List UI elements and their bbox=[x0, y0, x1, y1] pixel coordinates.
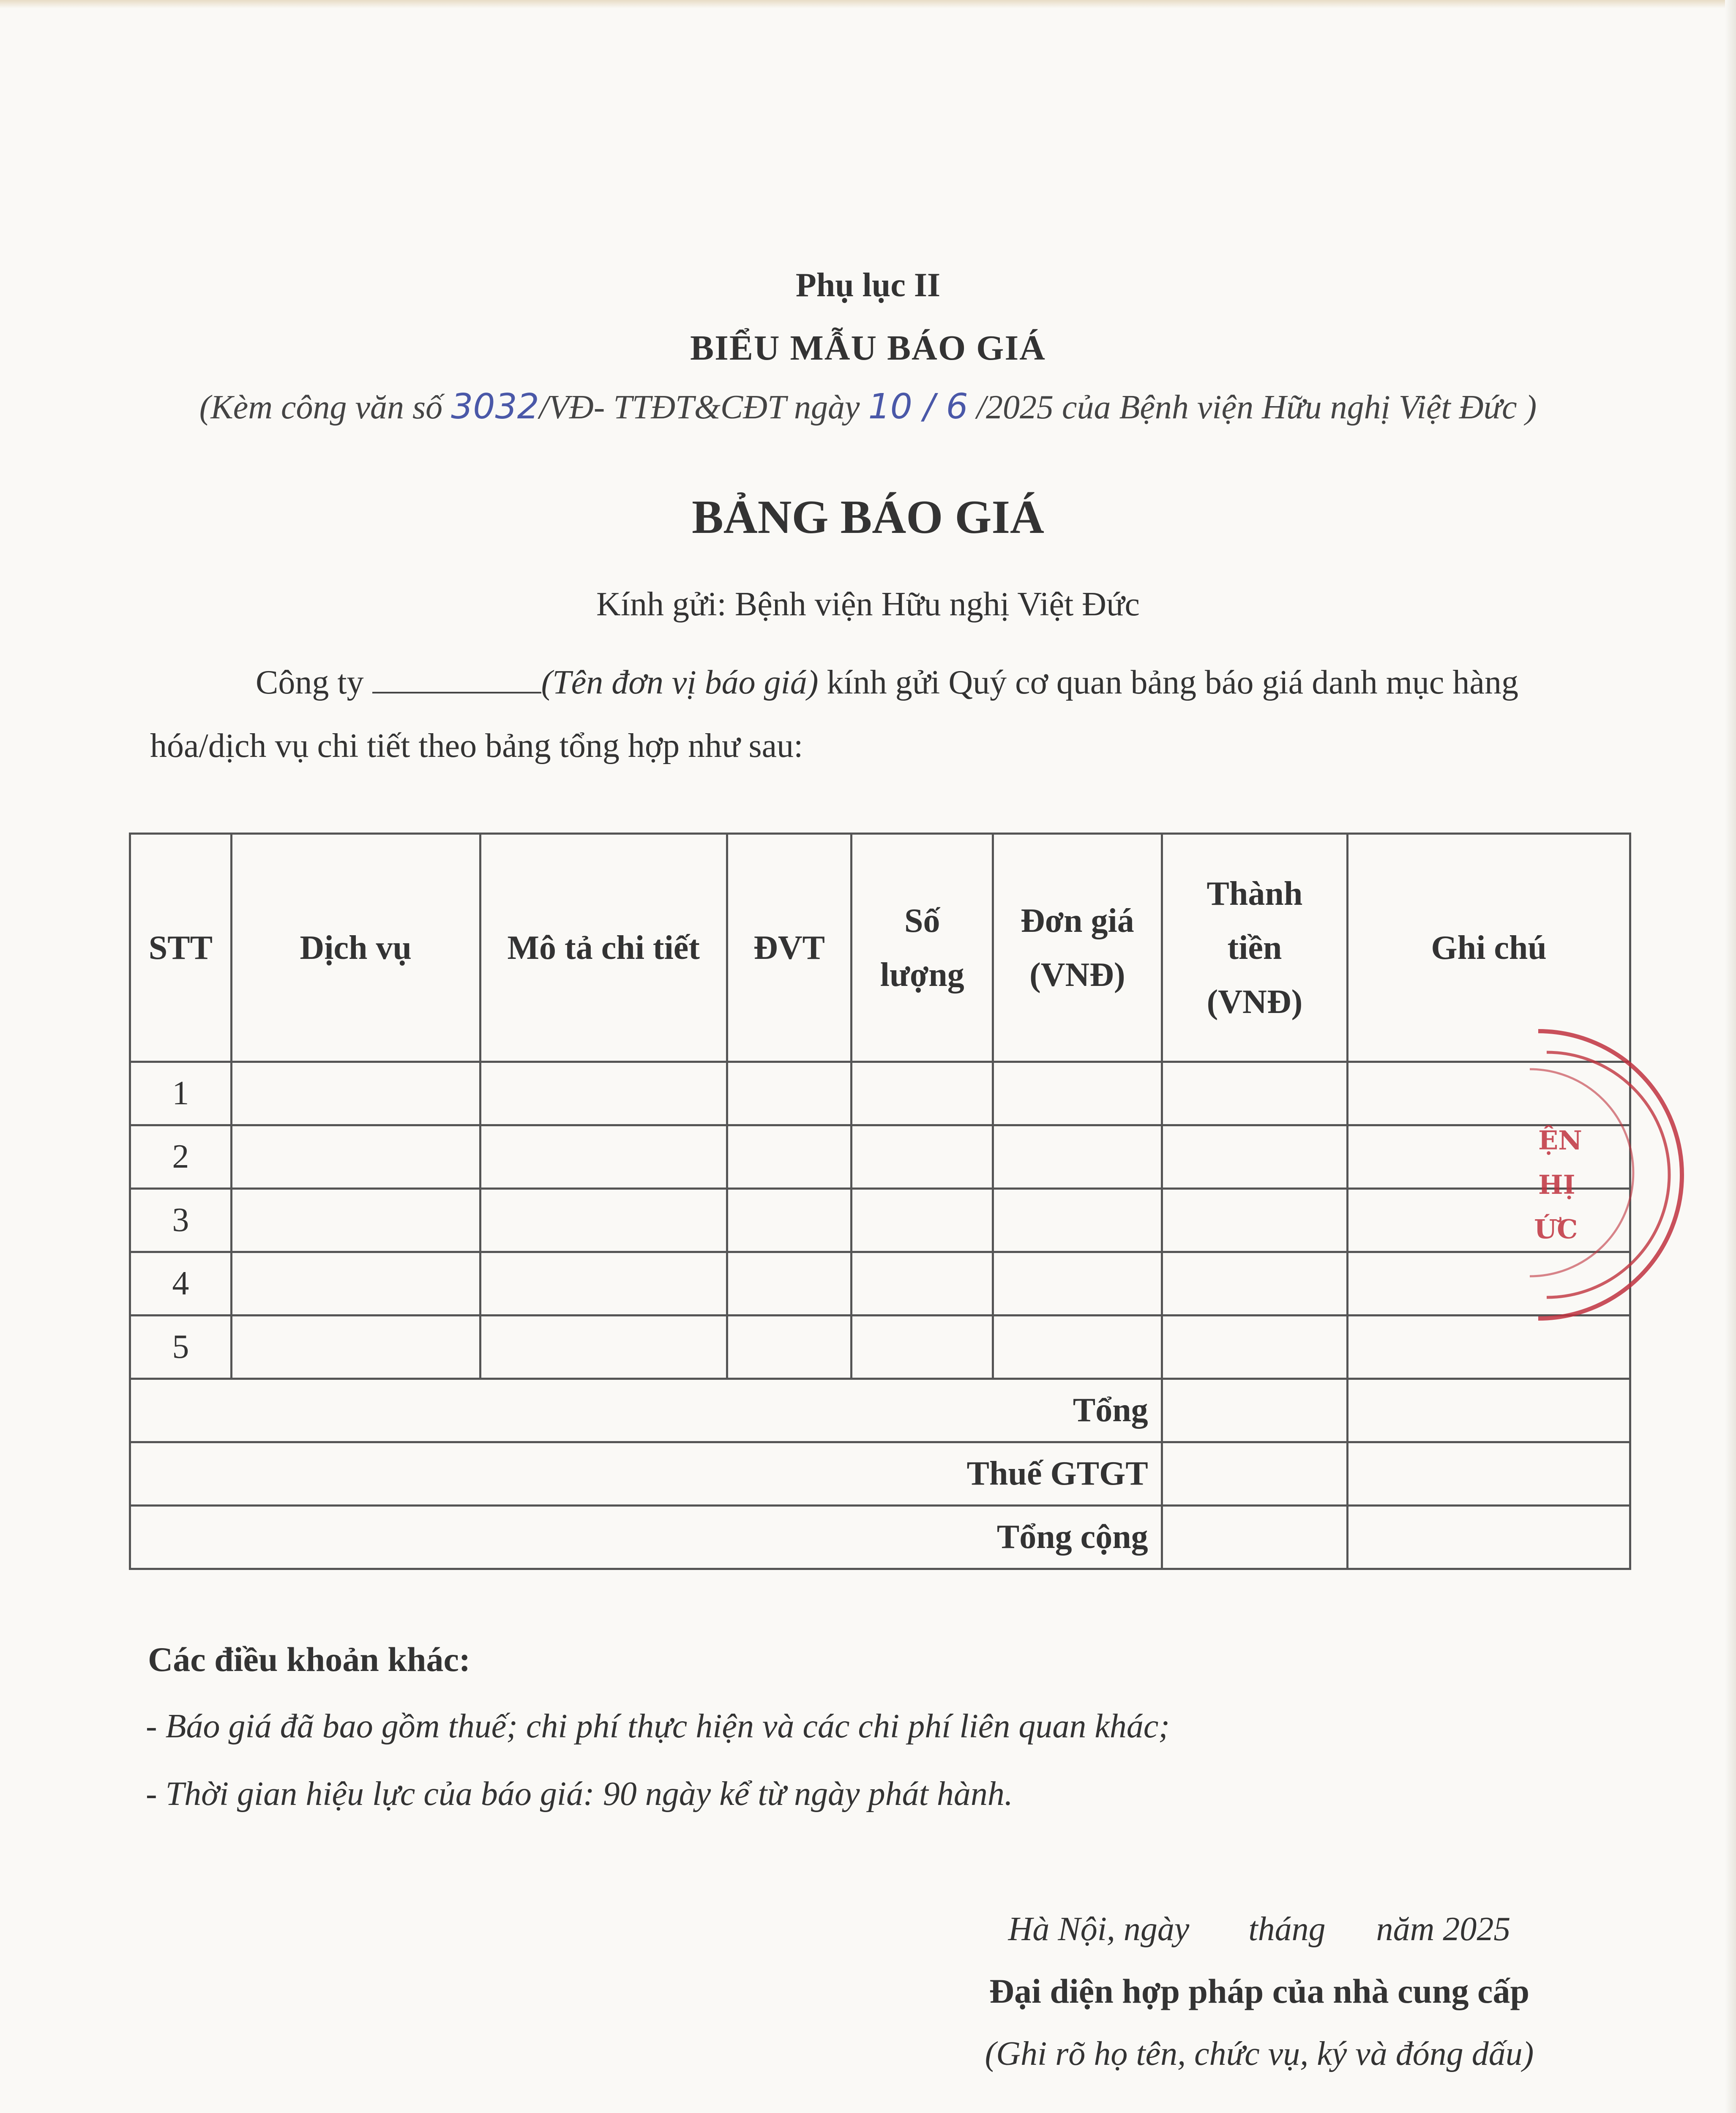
header-quantity bbox=[852, 834, 993, 1062]
row-number: 5 bbox=[130, 1316, 232, 1379]
grand-total-label: Tổng cộng bbox=[130, 1506, 1162, 1569]
header-unit-price-line-1: Đơn giá bbox=[1020, 902, 1134, 939]
intro-rest: kính gửi Quý cơ quan bảng báo giá danh mục hàng bbox=[818, 664, 1518, 701]
cell-unit-price[interactable] bbox=[993, 1189, 1162, 1252]
cell-quantity[interactable] bbox=[852, 1062, 993, 1125]
quotation-table bbox=[129, 833, 1631, 1570]
header-stt: STT bbox=[130, 834, 232, 1062]
total-label: Tổng bbox=[130, 1379, 1162, 1442]
header-amount-line-1: Thành bbox=[1206, 875, 1303, 912]
cell-unit[interactable] bbox=[727, 1189, 852, 1252]
cell-quantity[interactable] bbox=[852, 1316, 993, 1379]
cell-quantity[interactable] bbox=[852, 1189, 993, 1252]
header-unit: ĐVT bbox=[727, 834, 852, 1062]
table-row bbox=[130, 1316, 1630, 1379]
cell-service[interactable] bbox=[231, 1062, 480, 1125]
cell-amount[interactable] bbox=[1162, 1252, 1348, 1316]
vat-amount-cell[interactable] bbox=[1162, 1442, 1348, 1506]
terms-heading: Các điều khoản khác: bbox=[148, 1640, 471, 1679]
cell-service[interactable] bbox=[231, 1316, 480, 1379]
header-quantity-line-1: Số bbox=[904, 902, 940, 939]
stamp-text-1: ỆN bbox=[1538, 1125, 1582, 1156]
cell-description[interactable] bbox=[480, 1252, 727, 1316]
stamp-text-2: HỊ bbox=[1538, 1169, 1575, 1200]
quotation-title: BẢNG BÁO GIÁ bbox=[692, 491, 1044, 543]
stamp-text-3: ỨC bbox=[1534, 1214, 1578, 1245]
cell-description[interactable] bbox=[480, 1316, 727, 1379]
company-placeholder: (Tên đơn vị báo giá) bbox=[541, 664, 819, 701]
reference-suffix: /2025 của Bệnh viện Hữu nghị Việt Đức ) bbox=[968, 389, 1537, 426]
reference-line bbox=[0, 387, 1736, 427]
appendix-label: Phụ lục II bbox=[795, 267, 941, 304]
header-amount-line-3: (VNĐ) bbox=[1206, 983, 1303, 1021]
signature-date-line: Hà Nội, ngày tháng năm 2025 bbox=[1008, 1911, 1511, 1948]
company-label: Công ty bbox=[256, 664, 372, 701]
cell-service[interactable] bbox=[231, 1252, 480, 1316]
vat-note-cell[interactable] bbox=[1348, 1442, 1630, 1506]
handwritten-doc-number: 3032 bbox=[451, 387, 539, 427]
table-row bbox=[130, 1062, 1630, 1125]
cell-amount[interactable] bbox=[1162, 1316, 1348, 1379]
table-row bbox=[130, 1125, 1630, 1189]
signature-note: (Ghi rõ họ tên, chức vụ, ký và đóng dấu) bbox=[985, 2035, 1534, 2072]
page-top-edge bbox=[0, 0, 1736, 8]
table-row bbox=[130, 1252, 1630, 1316]
cell-unit[interactable] bbox=[727, 1252, 852, 1316]
row-number: 2 bbox=[130, 1125, 232, 1189]
terms-item-1: - Báo giá đã bao gồm thuế; chi phí thực hiện và các chi phí liên quan khác; bbox=[146, 1708, 1170, 1745]
cell-description[interactable] bbox=[480, 1125, 727, 1189]
total-amount-cell[interactable] bbox=[1162, 1379, 1348, 1442]
cell-unit[interactable] bbox=[727, 1125, 852, 1189]
header-service: Dịch vụ bbox=[231, 834, 480, 1062]
red-seal-stamp bbox=[1504, 1023, 1736, 1327]
cell-unit-price[interactable] bbox=[993, 1125, 1162, 1189]
vat-row bbox=[130, 1442, 1630, 1506]
cell-unit-price[interactable] bbox=[993, 1252, 1162, 1316]
cell-service[interactable] bbox=[231, 1189, 480, 1252]
signature-title: Đại diện hợp pháp của nhà cung cấp bbox=[989, 1972, 1530, 2010]
cell-unit[interactable] bbox=[727, 1062, 852, 1125]
cell-amount[interactable] bbox=[1162, 1189, 1348, 1252]
row-number: 1 bbox=[130, 1062, 232, 1125]
recipient-line: Kính gửi: Bệnh viện Hữu nghị Việt Đức bbox=[596, 586, 1140, 623]
table-header-row bbox=[130, 834, 1630, 1062]
header-note: Ghi chú bbox=[1348, 834, 1630, 1062]
header-unit-price bbox=[993, 834, 1162, 1062]
header-amount bbox=[1162, 834, 1348, 1062]
cell-unit-price[interactable] bbox=[993, 1316, 1162, 1379]
row-number: 4 bbox=[130, 1252, 232, 1316]
handwritten-date: 10 / 6 bbox=[868, 387, 968, 427]
grand-total-note-cell[interactable] bbox=[1348, 1506, 1630, 1569]
cell-quantity[interactable] bbox=[852, 1252, 993, 1316]
header-amount-line-2: tiền bbox=[1227, 929, 1282, 966]
intro-line-2: hóa/dịch vụ chi tiết theo bảng tổng hợp như sau: bbox=[150, 727, 803, 764]
vat-label: Thuế GTGT bbox=[130, 1442, 1162, 1506]
grand-total-amount-cell[interactable] bbox=[1162, 1506, 1348, 1569]
cell-description[interactable] bbox=[480, 1189, 727, 1252]
total-note-cell[interactable] bbox=[1348, 1379, 1630, 1442]
row-number: 3 bbox=[130, 1189, 232, 1252]
cell-quantity[interactable] bbox=[852, 1125, 993, 1189]
cell-unit[interactable] bbox=[727, 1316, 852, 1379]
reference-mid: /VĐ- TTĐT&CĐT ngày bbox=[539, 389, 868, 426]
cell-unit-price[interactable] bbox=[993, 1062, 1162, 1125]
grand-total-row bbox=[130, 1506, 1630, 1569]
cell-description[interactable] bbox=[480, 1062, 727, 1125]
intro-line-1 bbox=[256, 663, 1518, 702]
form-title: BIỂU MẪU BÁO GIÁ bbox=[690, 328, 1046, 368]
header-description: Mô tả chi tiết bbox=[480, 834, 727, 1062]
cell-amount[interactable] bbox=[1162, 1062, 1348, 1125]
cell-service[interactable] bbox=[231, 1125, 480, 1189]
header-unit-price-line-2: (VNĐ) bbox=[1029, 956, 1125, 994]
company-name-blank[interactable] bbox=[372, 666, 541, 693]
cell-amount[interactable] bbox=[1162, 1125, 1348, 1189]
header-quantity-line-2: lượng bbox=[880, 956, 964, 994]
terms-item-2: - Thời gian hiệu lực của báo giá: 90 ngày kể từ ngày phát hành. bbox=[146, 1775, 1013, 1813]
total-row bbox=[130, 1379, 1630, 1442]
table-row bbox=[130, 1189, 1630, 1252]
reference-prefix: (Kèm công văn số bbox=[199, 389, 451, 426]
